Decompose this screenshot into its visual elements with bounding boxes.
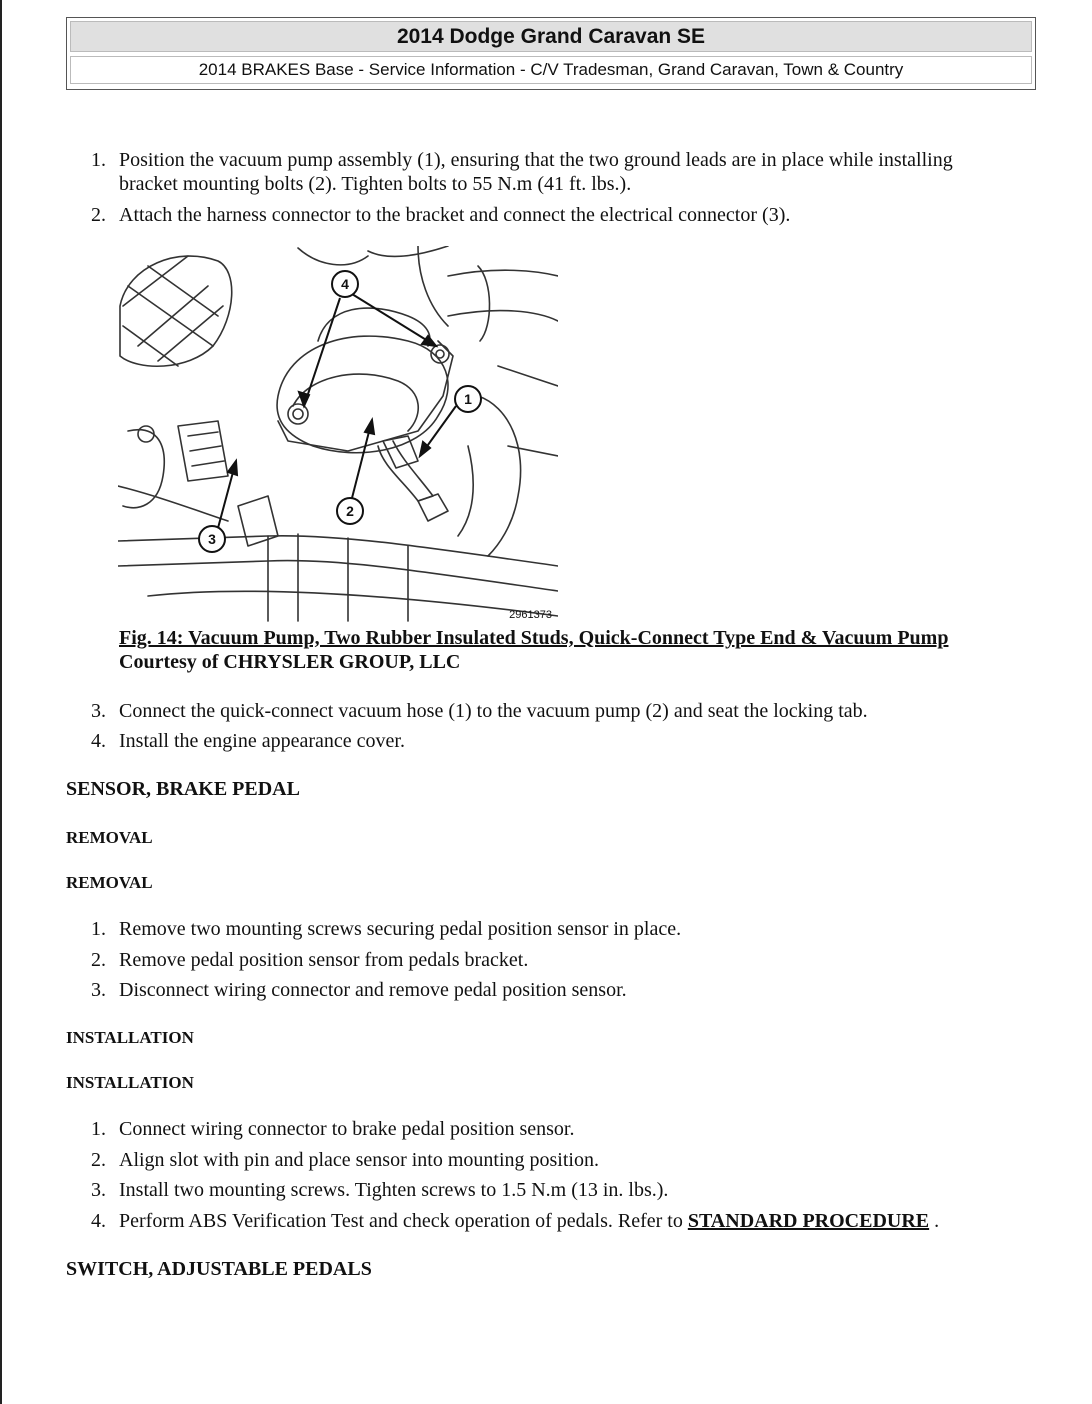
step-text: Remove pedal position sensor from pedals bracket.: [119, 949, 529, 971]
step-text: Connect the quick-connect vacuum hose (1) to the vacuum pump (2) and seat the locking tab.: [119, 700, 868, 722]
step-text: Position the vacuum pump assembly (1), ensuring that the two ground leads are in place while installing: [119, 149, 953, 171]
subsection-subheading: INSTALLATION: [66, 1073, 194, 1092]
callout-label: 2: [346, 503, 354, 519]
vacuum-pump-figure: [118, 246, 558, 622]
step-text: Align slot with pin and place sensor into mounting position.: [119, 1149, 599, 1171]
step-number: 1.: [91, 918, 106, 940]
step-number: 4.: [91, 1210, 106, 1232]
callout-label: 1: [464, 391, 472, 407]
step-text: [119, 1209, 939, 1233]
step-text: Install the engine appearance cover.: [119, 730, 405, 752]
step-number: 3.: [91, 1179, 106, 1201]
callout-label: 3: [208, 531, 216, 547]
standard-procedure-link[interactable]: STANDARD PROCEDURE: [687, 1210, 930, 1232]
step-text: Connect wiring connector to brake pedal position sensor.: [119, 1118, 575, 1140]
step-number: 1.: [91, 1118, 106, 1140]
step-number: 2.: [91, 1149, 106, 1171]
step-number: 4.: [91, 730, 106, 752]
step-text-lead: Perform ABS Verification Test and check operation of pedals. Refer to: [119, 1210, 688, 1232]
callout-label: 4: [341, 276, 349, 292]
section-heading: SWITCH, ADJUSTABLE PEDALS: [66, 1258, 372, 1280]
figure-id-number: 2961373: [509, 609, 552, 621]
document-title: 2014 Dodge Grand Caravan SE: [70, 21, 1032, 52]
step-text: Remove two mounting screws securing pedal position sensor in place.: [119, 918, 682, 940]
step-text: Disconnect wiring connector and remove pedal position sensor.: [119, 979, 627, 1001]
step-text-continued: bracket mounting bolts (2). Tighten bolts to 55 N.m (41 ft. lbs.).: [119, 173, 632, 195]
document-subtitle: 2014 BRAKES Base - Service Information - C/V Tradesman, Grand Caravan, Town & Country: [70, 56, 1032, 84]
step-number: 3.: [91, 700, 106, 722]
subsection-heading: INSTALLATION: [66, 1028, 194, 1047]
document-header: [66, 17, 1036, 90]
step-text-trail: .: [929, 1210, 940, 1232]
step-number: 1.: [91, 149, 106, 171]
step-number: 2.: [91, 949, 106, 971]
figure-caption: Fig. 14: Vacuum Pump, Two Rubber Insulated Studs, Quick-Connect Type End & Vacuum Pump: [119, 627, 949, 649]
step-number: 2.: [91, 204, 106, 226]
subsection-subheading: REMOVAL: [66, 873, 153, 892]
step-text: Install two mounting screws. Tighten screws to 1.5 N.m (13 in. lbs.).: [119, 1179, 669, 1201]
vacuum-pump-illustration: [118, 246, 558, 622]
step-text: Attach the harness connector to the bracket and connect the electrical connector (3).: [119, 204, 791, 226]
step-number: 3.: [91, 979, 106, 1001]
subsection-heading: REMOVAL: [66, 828, 153, 847]
page-edge: [0, 0, 2, 1404]
figure-courtesy: Courtesy of CHRYSLER GROUP, LLC: [119, 651, 461, 673]
section-heading: SENSOR, BRAKE PEDAL: [66, 778, 300, 800]
